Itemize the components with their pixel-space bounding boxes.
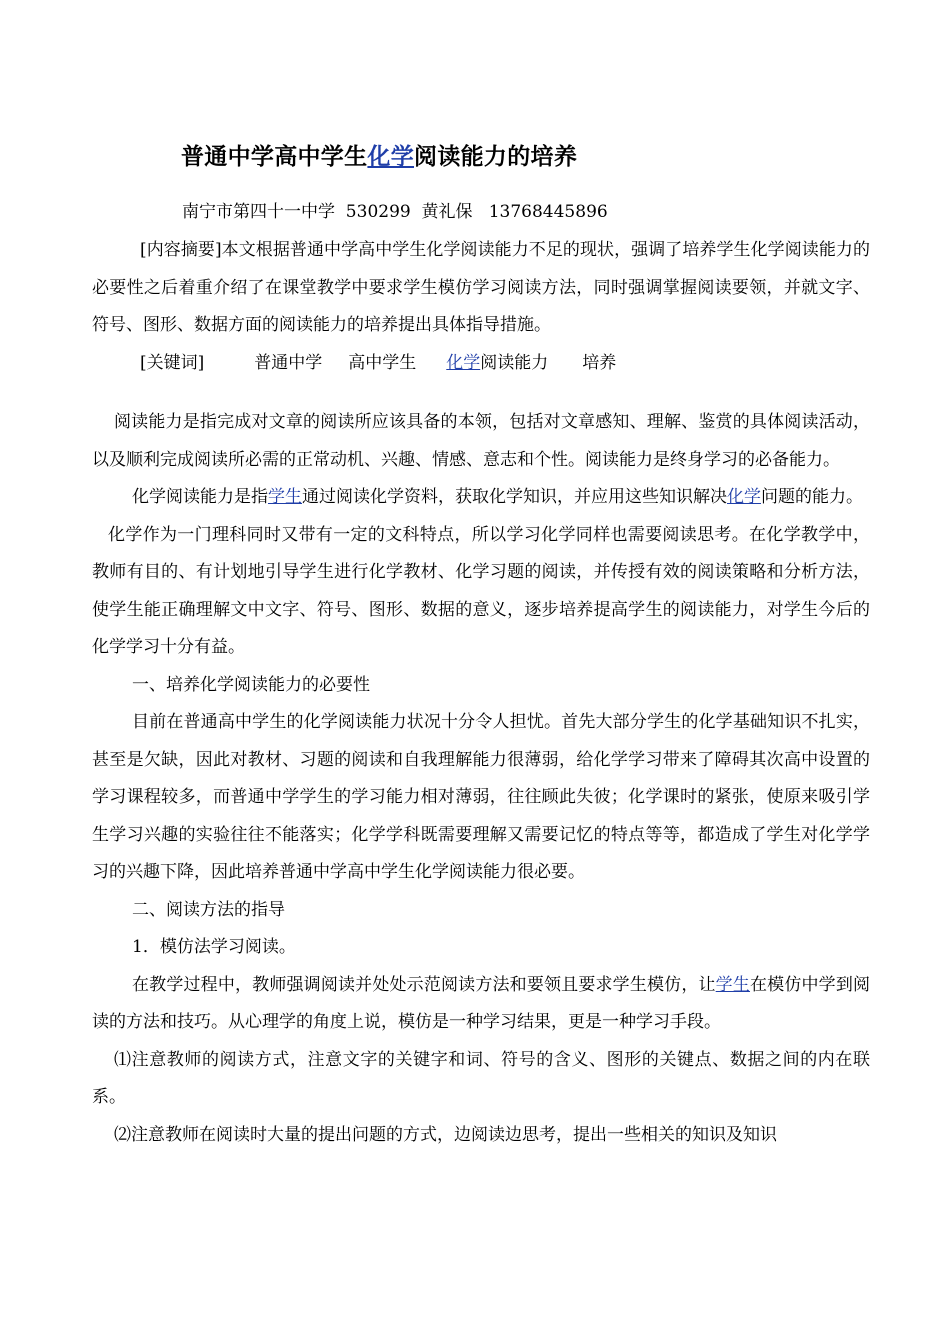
heading-imitation-method: 1．模仿法学习阅读。 bbox=[132, 937, 296, 957]
p5-text-a: 在教学过程中，教师强调阅读并处处示范阅读方法和要领且要求学生模仿，让 bbox=[132, 974, 716, 995]
paragraph-chemistry-reading bbox=[92, 479, 870, 517]
keywords-label: [关键词] bbox=[140, 352, 205, 373]
title-text-before: 普通中学高中学生 bbox=[181, 143, 368, 170]
p2-link-student[interactable]: 学生 bbox=[268, 487, 302, 507]
keyword-4: 培养 bbox=[582, 352, 617, 373]
heading-method-guidance: 二、阅读方法的指导 bbox=[132, 899, 285, 920]
paragraph-current-status: 目前在普通高中学生的化学阅读能力状况十分令人担忧。首先大部分学生的化学基础知识不扎实，甚至是欠缺，因此对教材、习题的阅读和自我理解能力很薄弱，给化学学习带来了障碍其次高中设置的学习课程较多，而普通中学学生的学习能力相对薄弱，往往顾此失彼；化学课时的紧张，使原来吸引学生学习兴趣的实验往往不能落实；化学学科既需要理解又需要记忆的特点等等，都造成了学生对化学学习的兴趣下降，因此培养普通中学高中学生化学阅读能力很必要。 bbox=[92, 712, 870, 882]
paragraph-teaching-process bbox=[92, 967, 870, 1042]
keywords-line bbox=[92, 345, 870, 383]
paragraph-item-1: ⑴注意教师的阅读方式，注意文字的关键字和词、符号的含义、图形的关键点、数据之间的内在联系。 bbox=[92, 1049, 870, 1107]
document-title bbox=[181, 138, 577, 171]
abstract-paragraph: [内容摘要]本文根据普通中学高中学生化学阅读能力不足的现状，强调了培养学生化学阅读能力的必要性之后着重介绍了在课堂教学中要求学生模仿学习阅读方法，同时强调掌握阅读要领，并就文字、符号、图形、数据方面的阅读能力的培养提出具体指导措施。 bbox=[92, 240, 870, 335]
author-line: 南宁市第四十一中学 530299 黄礼保 13768445896 bbox=[182, 202, 608, 222]
keyword-link-chemistry[interactable]: 化学 bbox=[446, 352, 481, 373]
heading-necessity: 一、培养化学阅读能力的必要性 bbox=[132, 674, 370, 695]
abstract-block bbox=[92, 232, 870, 1154]
p5-text-b: 在模仿中学到阅读的方法和技巧。从心理学的角度上说，模仿是一种学习结果，更是一种学习手段。 bbox=[92, 974, 871, 1032]
title-link-chemistry[interactable]: 化学 bbox=[367, 143, 415, 170]
paragraph-reading-ability: 阅读能力是指完成对文章的阅读所应该具备的本领，包括对文章感知、理解、鉴赏的具体阅读活动，以及顺利完成阅读所必需的正常动机、兴趣、情感、意志和个性。阅读能力是终身学习的必备能力。 bbox=[92, 412, 870, 470]
p5-link-student[interactable]: 学生 bbox=[715, 974, 751, 995]
p2-text-a: 化学阅读能力是指 bbox=[132, 487, 268, 507]
keyword-1: 普通中学 bbox=[254, 352, 323, 373]
paragraph-chemistry-subject: 化学作为一门理科同时又带有一定的文科特点，所以学习化学同样也需要阅读思考。在化学教学中，教师有目的、有计划地引导学生进行化学教材、化学习题的阅读，并传授有效的阅读策略和分析方法，使学生能正确理解文中文字、符号、图形、数据的意义，逐步培养提高学生的阅读能力，对学生今后的化学学习十分有益。 bbox=[92, 524, 870, 657]
p2-text-c: 问题的能力。 bbox=[761, 487, 863, 507]
keyword-2: 高中学生 bbox=[348, 352, 417, 373]
keyword-3-rest: 阅读能力 bbox=[480, 352, 549, 373]
paragraph-item-2: ⑵注意教师在阅读时大量的提出问题的方式，边阅读边思考，提出一些相关的知识及知识 bbox=[114, 1124, 777, 1145]
p2-link-chemistry[interactable]: 化学 bbox=[727, 487, 761, 507]
p2-text-b: 通过阅读化学资料，获取化学知识，并应用这些知识解决 bbox=[302, 487, 727, 507]
title-text-after: 阅读能力的培养 bbox=[414, 143, 578, 170]
